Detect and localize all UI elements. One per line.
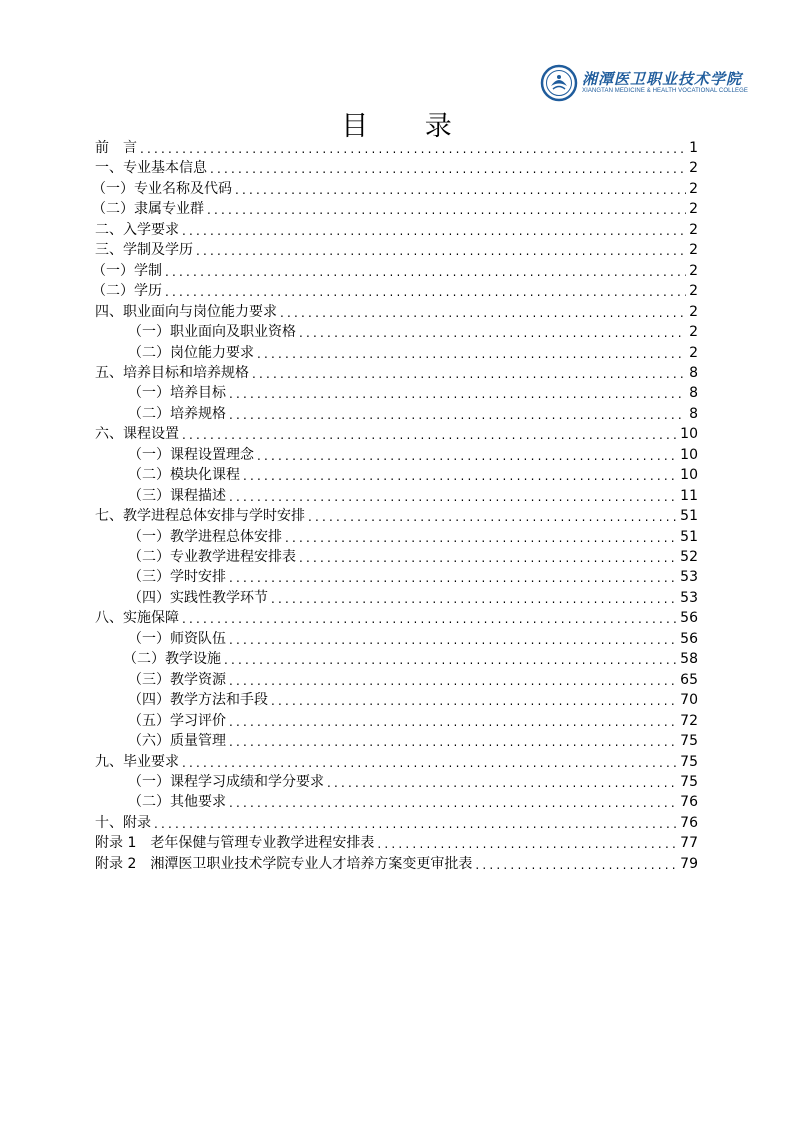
toc-leader-dots — [154, 815, 677, 833]
toc-entry[interactable] — [128, 486, 698, 506]
toc-entry[interactable] — [95, 752, 698, 772]
toc-entry[interactable] — [128, 465, 698, 485]
toc-entry[interactable] — [95, 608, 698, 628]
toc-entry-page-number: 77 — [680, 835, 698, 852]
toc-entry[interactable] — [95, 833, 698, 853]
toc-entry-page-number: 72 — [680, 712, 698, 729]
logo-chinese-name: 湘潭医卫职业技术学院 — [582, 70, 743, 88]
toc-entry[interactable] — [128, 629, 698, 649]
toc-entry[interactable] — [95, 158, 698, 178]
toc-entry[interactable] — [128, 445, 698, 465]
toc-leader-dots — [229, 631, 677, 649]
toc-leader-dots — [252, 365, 686, 383]
toc-entry-label: （二）其他要求 — [128, 794, 226, 811]
toc-entry[interactable] — [128, 547, 698, 567]
toc-entry[interactable] — [95, 506, 698, 526]
toc-entry-page-number: 53 — [680, 589, 698, 606]
toc-entry-page-number: 8 — [689, 405, 698, 422]
toc-leader-dots — [243, 467, 677, 485]
toc-leader-dots — [327, 774, 677, 792]
toc-entry-page-number: 10 — [680, 426, 698, 443]
toc-entry-label: （三）学时安排 — [128, 569, 226, 586]
toc-entry-page-number: 2 — [689, 242, 698, 259]
toc-entry-page-number: 56 — [680, 610, 698, 627]
toc-entry-label: （六）质量管理 — [128, 733, 226, 750]
toc-entry-page-number: 8 — [689, 364, 698, 381]
toc-entry-label: （一）课程设置理念 — [128, 446, 254, 463]
page-title: 目 录 — [341, 111, 476, 142]
toc-entry-label: （二）教学设施 — [123, 651, 221, 668]
toc-entry-page-number: 58 — [680, 651, 698, 668]
toc-entry-page-number: 52 — [680, 549, 698, 565]
toc-leader-dots — [299, 549, 677, 567]
toc-entry[interactable] — [128, 567, 698, 587]
toc-leader-dots — [377, 835, 677, 853]
toc-entry-label: （三）课程描述 — [128, 487, 226, 504]
toc-entry[interactable] — [128, 527, 698, 547]
toc-leader-dots — [207, 201, 686, 219]
toc-entry[interactable] — [128, 670, 698, 690]
toc-entry-label: 二、入学要求 — [95, 221, 179, 238]
toc-entry-label: （二）学历 — [92, 283, 162, 300]
toc-leader-dots — [165, 283, 686, 301]
toc-entry-label: （三）教学资源 — [128, 671, 226, 688]
toc-entry-page-number: 51 — [680, 508, 698, 525]
toc-leader-dots — [229, 569, 677, 587]
toc-entry-label: 附录 1 老年保健与管理专业教学进程安排表 — [95, 835, 375, 852]
toc-entry-page-number: 2 — [689, 221, 698, 238]
toc-leader-dots — [271, 590, 677, 608]
toc-entry-label: （四）实践性教学环节 — [128, 589, 268, 606]
toc-entry[interactable] — [95, 363, 698, 383]
toc-entry-label: （五）学习评价 — [128, 712, 226, 729]
toc-leader-dots — [299, 324, 686, 342]
toc-entry-label: （一）专业名称及代码 — [92, 180, 232, 197]
toc-entry-label: 三、学制及学历 — [95, 242, 193, 259]
toc-leader-dots — [229, 672, 677, 690]
toc-leader-dots — [229, 488, 677, 506]
toc-leader-dots — [475, 856, 677, 874]
toc-entry-page-number: 75 — [680, 733, 698, 750]
toc-leader-dots — [165, 263, 686, 281]
toc-entry-label: （一）职业面向及职业资格 — [128, 324, 296, 341]
toc-leader-dots — [140, 140, 686, 158]
toc-entry-page-number: 51 — [680, 528, 698, 545]
toc-entry[interactable] — [128, 711, 698, 731]
toc-entry[interactable] — [92, 179, 698, 199]
toc-leader-dots — [257, 447, 677, 465]
toc-entry-page-number: 2 — [689, 324, 698, 341]
toc-entry-label: （二）培养规格 — [128, 405, 226, 422]
toc-leader-dots — [280, 304, 686, 322]
toc-entry-page-number: 65 — [680, 671, 698, 688]
toc-entry-page-number: 56 — [680, 630, 698, 647]
toc-entry-page-number: 2 — [689, 303, 698, 320]
toc-leader-dots — [210, 160, 686, 178]
toc-entry[interactable] — [128, 690, 698, 710]
toc-entry-page-number: 70 — [680, 692, 698, 709]
toc-entry-label: （一）培养目标 — [128, 385, 226, 402]
toc-entry[interactable] — [92, 281, 698, 301]
toc-entry-label: （一）教学进程总体安排 — [128, 528, 282, 545]
toc-entry-page-number: 75 — [680, 753, 698, 770]
toc-entry-page-number: 53 — [680, 569, 698, 586]
toc-leader-dots — [308, 508, 677, 526]
toc-leader-dots — [224, 651, 677, 669]
toc-entry-page-number: 2 — [689, 160, 698, 177]
toc-leader-dots — [229, 794, 677, 812]
toc-leader-dots — [229, 733, 677, 751]
toc-entry-page-number: 2 — [689, 283, 698, 300]
toc-entry-page-number: 2 — [689, 344, 698, 361]
toc-entry-label: 五、培养目标和培养规格 — [95, 364, 249, 381]
toc-entry-page-number: 2 — [689, 180, 698, 197]
toc-entry-label: 八、实施保障 — [95, 610, 179, 627]
toc-leader-dots — [229, 385, 686, 403]
toc-entry-page-number: 2 — [689, 201, 698, 218]
toc-entry[interactable] — [128, 731, 698, 751]
toc-entry-label: （四）教学方法和手段 — [128, 692, 268, 709]
toc-entry-label: 十、附录 — [95, 814, 151, 831]
toc-entry[interactable] — [95, 302, 698, 322]
toc-entry-label: 前 言 — [95, 140, 137, 156]
toc-entry[interactable] — [128, 772, 698, 792]
toc-entry-label: 九、毕业要求 — [95, 753, 179, 770]
toc-leader-dots — [229, 406, 686, 424]
toc-leader-dots — [182, 222, 686, 240]
toc-entry[interactable] — [123, 649, 698, 669]
toc-entry-label: 一、专业基本信息 — [95, 160, 207, 177]
toc-entry-label: 六、课程设置 — [95, 426, 179, 443]
toc-entry-label: （二）专业教学进程安排表 — [128, 549, 296, 565]
toc-entry[interactable] — [128, 404, 698, 424]
toc-entry[interactable] — [128, 322, 698, 342]
toc-entry[interactable] — [92, 199, 698, 219]
toc-entry[interactable] — [92, 261, 698, 281]
toc-entry-page-number: 79 — [680, 855, 698, 872]
logo-english-name: XIANGTAN MEDICINE & HEALTH VOCATIONAL COLLEGE — [582, 88, 748, 94]
toc-entry-label: （二）隶属专业群 — [92, 201, 204, 218]
toc-entry-page-number: 76 — [680, 794, 698, 811]
toc-entry[interactable] — [95, 854, 698, 874]
toc-entry-page-number: 1 — [689, 140, 698, 156]
toc-leader-dots — [235, 181, 686, 199]
toc-entry[interactable] — [128, 588, 698, 608]
toc-entry-label: 七、教学进程总体安排与学时安排 — [95, 508, 305, 525]
toc-entry[interactable] — [95, 813, 698, 833]
toc-leader-dots — [229, 713, 677, 731]
toc-entry[interactable] — [128, 383, 698, 403]
toc-leader-dots — [196, 242, 686, 260]
toc-entry[interactable] — [95, 220, 698, 240]
toc-entry-page-number: 8 — [689, 385, 698, 402]
toc-entry-page-number: 10 — [680, 467, 698, 484]
toc-entry-label: （一）学制 — [92, 262, 162, 279]
toc-entry[interactable] — [95, 424, 698, 444]
toc-leader-dots — [271, 692, 677, 710]
toc-entry[interactable] — [128, 343, 698, 363]
toc-leader-dots — [182, 610, 677, 628]
toc-entry-label: 四、职业面向与岗位能力要求 — [95, 303, 277, 320]
toc-leader-dots — [182, 426, 677, 444]
toc-entry-label: （二）模块化课程 — [128, 467, 240, 484]
toc-entry-label: （二）岗位能力要求 — [128, 344, 254, 361]
toc-entry[interactable] — [128, 792, 698, 812]
toc-leader-dots — [182, 754, 677, 772]
toc-entry-page-number: 11 — [680, 487, 698, 504]
toc-leader-dots — [257, 345, 686, 363]
toc-leader-dots — [285, 529, 677, 547]
toc-entry-page-number: 76 — [680, 814, 698, 831]
college-emblem-icon — [540, 64, 578, 102]
toc-entry[interactable] — [95, 138, 698, 158]
college-logo — [540, 64, 748, 104]
toc-entry-label: （一）师资队伍 — [128, 630, 226, 647]
toc-entry-label: 附录 2 湘潭医卫职业技术学院专业人才培养方案变更审批表 — [95, 855, 473, 872]
toc-entry[interactable] — [95, 240, 698, 260]
toc-entry-page-number: 2 — [689, 262, 698, 279]
toc-entry-page-number: 10 — [680, 446, 698, 463]
toc-entry-label: （一）课程学习成绩和学分要求 — [128, 773, 324, 790]
toc-entry-page-number: 75 — [680, 773, 698, 790]
